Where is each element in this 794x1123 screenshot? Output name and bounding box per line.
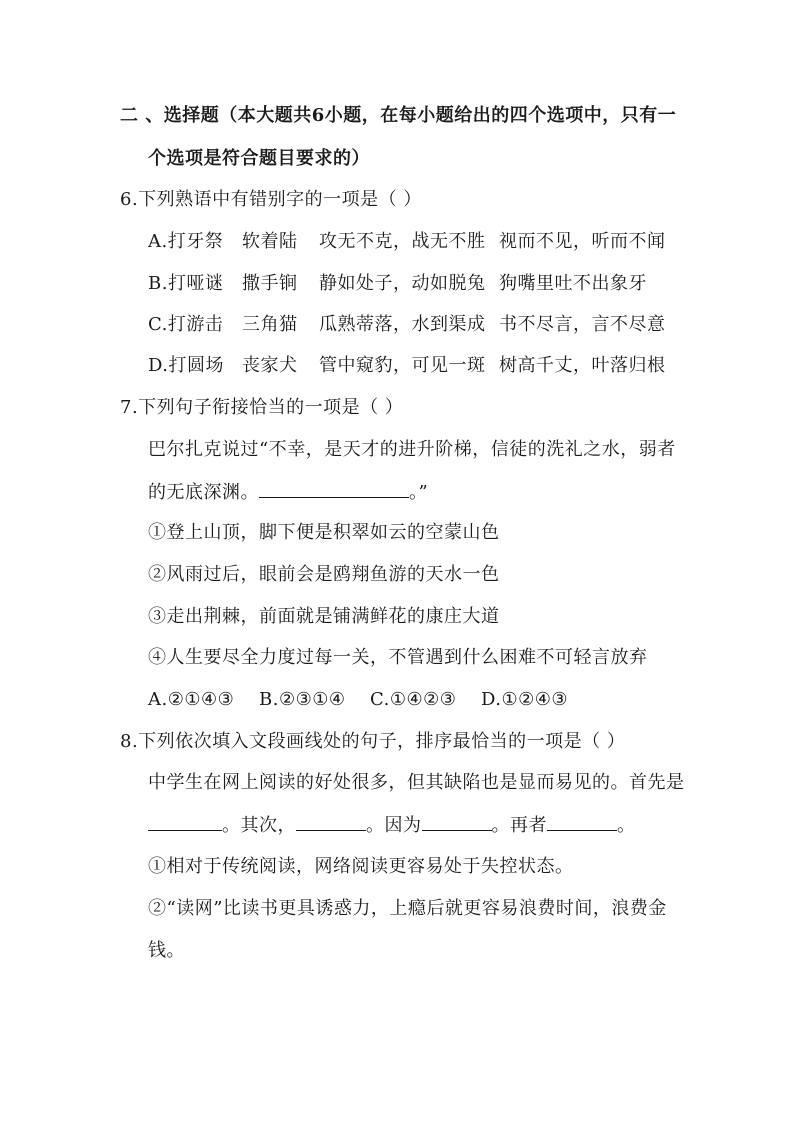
- passage-text: 。: [617, 815, 636, 836]
- choice-c: C.①④②③: [370, 689, 457, 710]
- question-6-option-d: [148, 353, 666, 379]
- option-term: 撒手锏: [242, 273, 298, 294]
- section-heading-line1: 二 、选择题（本大题共6小题，在每小题给出的四个选项中，只有一: [120, 105, 677, 126]
- option-label: D.打圆场: [148, 355, 225, 376]
- option-phrase: 静如处子，动如脱兔: [319, 273, 486, 294]
- option-phrase: 树高千丈，叶落归根: [499, 355, 666, 376]
- question-7-item-3: ③走出荆棘，前面就是铺满鲜花的康庄大道: [148, 606, 500, 627]
- option-phrase: 攻无不克，战无不胜: [319, 231, 486, 252]
- option-term: 三角猫: [242, 314, 298, 335]
- passage-text: 的无底深渊。: [148, 482, 259, 503]
- question-7-item-2: ②风雨过后，眼前会是鸥翔鱼游的天水一色: [148, 564, 500, 585]
- option-label: A.打牙祭: [148, 231, 224, 252]
- passage-text: 。再者: [491, 815, 547, 836]
- answer-blank: [422, 812, 492, 831]
- option-term: 软着陆: [242, 231, 298, 252]
- section-heading-line2: 个选项是符合题目要求的）: [148, 148, 370, 169]
- question-8-passage-line1: 中学生在网上阅读的好处很多，但其缺陷也是显而易见的。首先是: [148, 772, 685, 793]
- question-8-item-2-line2: 钱。: [148, 940, 185, 961]
- question-8-item-1: ①相对于传统阅读，网络阅读更容易处于失控状态。: [148, 856, 574, 877]
- answer-blank: [296, 812, 366, 831]
- option-label: C.打游击: [148, 314, 224, 335]
- option-phrase: 管中窥豹，可见一斑: [319, 355, 486, 376]
- question-7-passage-line1: 巴尔扎克说过“不幸，是天才的进升阶梯，信徒的洗礼之水，弱者: [148, 439, 676, 460]
- question-7-choices: [148, 687, 568, 713]
- question-8-item-2-line1: ②“读网”比读书更具诱惑力，上瘾后就更容易浪费时间，浪费金: [148, 898, 667, 919]
- answer-blank: [259, 479, 409, 498]
- option-phrase: 视而不见，听而不闻: [499, 231, 666, 252]
- choice-a: A.②①④③: [148, 689, 235, 710]
- question-7-item-1: ①登上山顶，脚下便是积翠如云的空蒙山色: [148, 522, 500, 543]
- passage-text: 。”: [409, 482, 429, 503]
- answer-blank: [547, 812, 617, 831]
- passage-text: 。因为: [366, 815, 422, 836]
- choice-b: B.②③①④: [259, 689, 346, 710]
- question-7-passage-line2: [148, 479, 428, 506]
- question-6-option-a: [148, 229, 666, 255]
- question-6-option-c: [148, 312, 666, 338]
- option-term: 丧家犬: [242, 355, 298, 376]
- question-6-option-b: [148, 271, 647, 297]
- option-phrase: 狗嘴里吐不出象牙: [499, 273, 647, 294]
- option-phrase: 瓜熟蒂落，水到渠成: [319, 314, 486, 335]
- question-7-item-4: ④人生要尽全力度过每一关，不管遇到什么困难不可轻言放弃: [148, 647, 648, 668]
- passage-text: 。其次，: [222, 815, 296, 836]
- question-8-stem: 8.下列依次填入文段画线处的句子，排序最恰当的一项是（ ）: [120, 731, 626, 752]
- question-7-stem: 7.下列句子衔接恰当的一项是（ ）: [120, 397, 404, 418]
- option-phrase: 书不尽言，言不尽意: [499, 314, 666, 335]
- option-label: B.打哑谜: [148, 273, 224, 294]
- question-8-passage-line2: [148, 812, 636, 839]
- question-6-stem: 6.下列熟语中有错别字的一项是（ ）: [120, 189, 422, 210]
- choice-d: D.①②④③: [481, 689, 569, 710]
- answer-blank: [148, 812, 222, 831]
